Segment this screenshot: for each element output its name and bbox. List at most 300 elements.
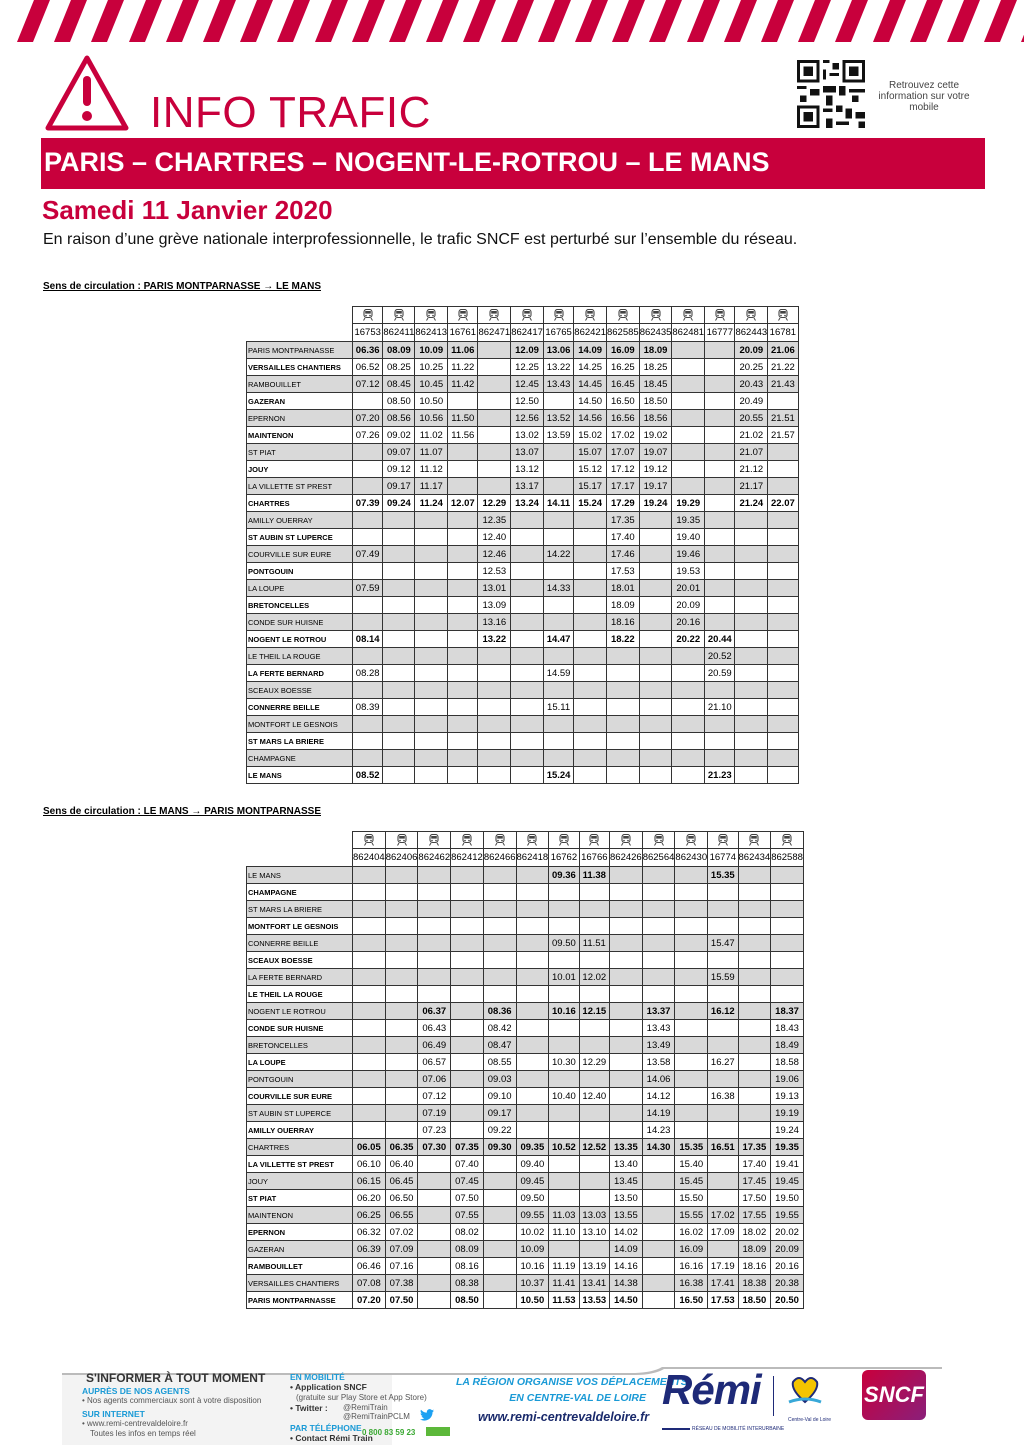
departure-time: 07.20 [353, 410, 383, 427]
footer-agents-text: • Nos agents commerciaux sont à votre disposition [82, 1396, 262, 1405]
departure-time: 08.55 [483, 1054, 516, 1071]
train-number: 16781 [768, 324, 798, 342]
departure-time: 19.50 [771, 1190, 804, 1207]
departure-time: 13.17 [511, 478, 544, 495]
departure-time: 10.30 [549, 1054, 579, 1071]
departure-time: 14.09 [574, 342, 607, 359]
departure-time [642, 1241, 675, 1258]
departure-time [418, 1190, 451, 1207]
departure-time [705, 597, 735, 614]
departure-time [705, 733, 735, 750]
departure-time: 06.49 [418, 1037, 451, 1054]
station-name: MAINTENON [247, 1207, 353, 1224]
departure-time [549, 1105, 579, 1122]
departure-time: 11.38 [579, 867, 609, 884]
departure-time [451, 1105, 484, 1122]
departure-time: 07.35 [451, 1139, 484, 1156]
table-row [247, 1020, 804, 1037]
departure-time [383, 563, 415, 580]
departure-time [708, 986, 738, 1003]
departure-time: 13.50 [610, 1190, 643, 1207]
departure-time [735, 614, 768, 631]
departure-time: 15.24 [574, 495, 607, 512]
departure-time: 19.19 [771, 1105, 804, 1122]
departure-time [511, 512, 544, 529]
departure-time: 07.50 [385, 1292, 418, 1309]
departure-time [511, 733, 544, 750]
departure-time [574, 767, 607, 784]
departure-time [483, 1241, 516, 1258]
departure-time: 11.24 [415, 495, 448, 512]
departure-time [353, 648, 383, 665]
table-row [247, 1258, 804, 1275]
departure-time [579, 1156, 609, 1173]
departure-time [708, 1105, 738, 1122]
departure-time [483, 952, 516, 969]
departure-time [672, 716, 705, 733]
departure-time [642, 1224, 675, 1241]
departure-time: 06.10 [353, 1156, 386, 1173]
train-icon [574, 307, 607, 324]
departure-time [483, 1156, 516, 1173]
departure-time: 09.10 [483, 1088, 516, 1105]
train-icon [735, 307, 768, 324]
departure-time [675, 1105, 708, 1122]
departure-time [516, 1003, 549, 1020]
departure-time [610, 918, 643, 935]
departure-time: 06.39 [353, 1241, 386, 1258]
footer-mobile-app: • Application SNCF [290, 1382, 367, 1392]
departure-time [610, 1088, 643, 1105]
departure-time [451, 1088, 484, 1105]
station-name: CONDE SUR HUISNE [247, 1020, 353, 1037]
departure-time: 13.45 [610, 1173, 643, 1190]
departure-time [448, 767, 478, 784]
departure-time [705, 546, 735, 563]
footer-heading: S'INFORMER À TOUT MOMENT [86, 1371, 266, 1385]
departure-time: 07.12 [353, 376, 383, 393]
departure-time: 16.16 [675, 1258, 708, 1275]
station-name: ST AUBIN ST LUPERCE [247, 529, 353, 546]
table-row [247, 597, 799, 614]
table-row [247, 648, 799, 665]
departure-time [705, 563, 735, 580]
departure-time [579, 1037, 609, 1054]
departure-time: 09.02 [383, 427, 415, 444]
departure-time: 18.50 [639, 393, 672, 410]
logo-divider [773, 1376, 774, 1416]
departure-time [672, 393, 705, 410]
departure-time: 19.29 [672, 495, 705, 512]
departure-time [483, 935, 516, 952]
station-name: CONNERRE BEILLE [247, 935, 353, 952]
departure-time [353, 1054, 386, 1071]
departure-time [549, 1020, 579, 1037]
departure-time: 09.50 [549, 935, 579, 952]
departure-time [448, 512, 478, 529]
departure-time: 11.17 [415, 478, 448, 495]
departure-time: 15.59 [708, 969, 738, 986]
station-name: RAMBOUILLET [247, 376, 353, 393]
departure-time: 19.06 [771, 1071, 804, 1088]
departure-time [768, 529, 798, 546]
departure-time [610, 986, 643, 1003]
departure-time [516, 901, 549, 918]
departure-time [511, 614, 544, 631]
departure-time [383, 529, 415, 546]
train-icon [448, 307, 478, 324]
footer-phone-number[interactable]: 0 800 83 59 23 [362, 1428, 416, 1437]
departure-time: 15.40 [675, 1156, 708, 1173]
departure-time [735, 716, 768, 733]
train-number: 862434 [738, 849, 771, 867]
departure-time [705, 376, 735, 393]
departure-time: 12.29 [579, 1054, 609, 1071]
departure-time: 06.55 [385, 1207, 418, 1224]
station-name: GAZERAN [247, 1241, 353, 1258]
departure-time [516, 1122, 549, 1139]
departure-time: 11.42 [448, 376, 478, 393]
departure-time: 08.38 [451, 1275, 484, 1292]
departure-time: 14.56 [574, 410, 607, 427]
departure-time [418, 1224, 451, 1241]
table-row [247, 1003, 804, 1020]
departure-time [353, 750, 383, 767]
departure-time: 07.38 [385, 1275, 418, 1292]
departure-time [574, 631, 607, 648]
departure-time: 12.46 [478, 546, 511, 563]
departure-time [383, 597, 415, 614]
departure-time [705, 393, 735, 410]
departure-time [708, 1190, 738, 1207]
departure-time: 07.16 [385, 1258, 418, 1275]
departure-time: 13.40 [610, 1156, 643, 1173]
warning-triangle-icon [44, 54, 130, 132]
departure-time: 18.50 [738, 1292, 771, 1309]
train-number: 862413 [415, 324, 448, 342]
departure-time: 12.35 [478, 512, 511, 529]
footer-twitter-handle-1[interactable]: @RemiTrain [343, 1403, 388, 1412]
departure-time [385, 1122, 418, 1139]
train-icon [353, 832, 386, 849]
departure-time [768, 716, 798, 733]
departure-time [675, 867, 708, 884]
train-number: 862418 [516, 849, 549, 867]
departure-time [610, 1122, 643, 1139]
departure-time [516, 1105, 549, 1122]
footer-internet-url[interactable]: • www.remi-centrevaldeloire.fr [82, 1419, 188, 1428]
station-name: VERSAILLES CHANTIERS [247, 359, 353, 376]
table-row [247, 682, 799, 699]
departure-time [385, 918, 418, 935]
departure-time [574, 716, 607, 733]
departure-time [451, 1122, 484, 1139]
train-icon [708, 832, 738, 849]
departure-time [483, 1207, 516, 1224]
table-row [247, 1224, 804, 1241]
train-number: 862466 [483, 849, 516, 867]
table-row [247, 1139, 804, 1156]
departure-time: 14.47 [543, 631, 573, 648]
departure-time [672, 682, 705, 699]
table-row [247, 393, 799, 410]
departure-time: 11.02 [415, 427, 448, 444]
departure-time: 12.40 [579, 1088, 609, 1105]
departure-time [478, 682, 511, 699]
departure-time: 07.40 [451, 1156, 484, 1173]
departure-time [383, 631, 415, 648]
departure-time [353, 682, 383, 699]
departure-time: 13.49 [642, 1037, 675, 1054]
departure-time: 18.09 [738, 1241, 771, 1258]
departure-time [383, 665, 415, 682]
departure-time: 13.22 [543, 359, 573, 376]
departure-time [639, 546, 672, 563]
train-icon [606, 307, 639, 324]
departure-time: 15.55 [675, 1207, 708, 1224]
departure-time: 21.51 [768, 410, 798, 427]
departure-time [705, 359, 735, 376]
departure-time: 16.38 [708, 1088, 738, 1105]
departure-time [574, 529, 607, 546]
station-name: VERSAILLES CHANTIERS [247, 1275, 353, 1292]
table-row [247, 614, 799, 631]
departure-time: 13.07 [511, 444, 544, 461]
footer-twitter-handle-2[interactable]: @RemiTrainPCLM [343, 1412, 410, 1421]
departure-time: 18.45 [639, 376, 672, 393]
departure-time [708, 1156, 738, 1173]
departure-time: 13.19 [579, 1258, 609, 1275]
departure-time: 20.38 [771, 1275, 804, 1292]
departure-time: 19.45 [771, 1173, 804, 1190]
departure-time [385, 867, 418, 884]
departure-time: 07.20 [353, 1292, 386, 1309]
departure-time: 14.12 [642, 1088, 675, 1105]
departure-time [675, 1003, 708, 1020]
departure-time [415, 682, 448, 699]
departure-time: 13.41 [579, 1275, 609, 1292]
centre-val-de-loire-logo-icon [785, 1372, 825, 1422]
region-url[interactable]: www.remi-centrevaldeloire.fr [478, 1410, 650, 1424]
departure-time: 20.52 [705, 648, 735, 665]
train-number: 862406 [385, 849, 418, 867]
table-row [247, 427, 799, 444]
departure-time [768, 699, 798, 716]
departure-time: 19.35 [771, 1139, 804, 1156]
departure-time: 10.50 [516, 1292, 549, 1309]
station-name: CHAMPAGNE [247, 750, 353, 767]
twitter-bird-icon [420, 1409, 434, 1421]
warning-stripes [0, 0, 1024, 42]
departure-time: 14.30 [642, 1139, 675, 1156]
departure-time: 06.35 [385, 1139, 418, 1156]
departure-time [418, 1275, 451, 1292]
departure-time [418, 1258, 451, 1275]
departure-time [383, 580, 415, 597]
departure-time: 17.40 [738, 1156, 771, 1173]
corner-cell [247, 832, 353, 849]
departure-time [642, 986, 675, 1003]
departure-time [705, 461, 735, 478]
departure-time [415, 648, 448, 665]
departure-time [543, 393, 573, 410]
departure-time [483, 1292, 516, 1309]
qr-code-icon[interactable] [797, 60, 865, 128]
stripe [538, 0, 571, 42]
departure-time [385, 969, 418, 986]
departure-time [353, 867, 386, 884]
departure-time [418, 884, 451, 901]
departure-time [735, 631, 768, 648]
departure-time: 07.55 [451, 1207, 484, 1224]
departure-time: 13.01 [478, 580, 511, 597]
departure-time: 15.11 [543, 699, 573, 716]
departure-time: 10.40 [549, 1088, 579, 1105]
departure-time [353, 393, 383, 410]
table-row [247, 410, 799, 427]
departure-time [610, 969, 643, 986]
departure-time: 19.55 [771, 1207, 804, 1224]
departure-time [549, 1173, 579, 1190]
departure-time: 15.47 [708, 935, 738, 952]
departure-time [639, 733, 672, 750]
departure-time [478, 410, 511, 427]
departure-time [735, 699, 768, 716]
departure-time: 08.56 [383, 410, 415, 427]
departure-time: 16.51 [708, 1139, 738, 1156]
departure-time [383, 767, 415, 784]
station-name: MAINTENON [247, 427, 353, 444]
departure-time: 19.02 [639, 427, 672, 444]
station-name: JOUY [247, 1173, 353, 1190]
departure-time: 17.09 [708, 1224, 738, 1241]
departure-time: 16.56 [606, 410, 639, 427]
departure-time [353, 444, 383, 461]
departure-time [385, 1037, 418, 1054]
station-name: AMILLY OUERRAY [247, 512, 353, 529]
departure-time [672, 342, 705, 359]
departure-time [516, 1071, 549, 1088]
departure-time [672, 478, 705, 495]
departure-time [516, 935, 549, 952]
departure-time [675, 901, 708, 918]
departure-time [511, 563, 544, 580]
train-number-row [247, 324, 799, 342]
station-name: LE MANS [247, 767, 353, 784]
departure-time: 20.02 [771, 1224, 804, 1241]
sncf-logo: SNCF [862, 1370, 926, 1420]
departure-time [415, 512, 448, 529]
departure-time: 13.58 [642, 1054, 675, 1071]
departure-time [642, 935, 675, 952]
departure-time [415, 750, 448, 767]
departure-time [574, 546, 607, 563]
departure-time [708, 1037, 738, 1054]
departure-time [672, 750, 705, 767]
departure-time [353, 884, 386, 901]
departure-time: 11.51 [579, 935, 609, 952]
departure-time [543, 614, 573, 631]
departure-time: 09.17 [383, 478, 415, 495]
departure-time [511, 750, 544, 767]
departure-time [771, 901, 804, 918]
departure-time [478, 342, 511, 359]
departure-time: 12.45 [511, 376, 544, 393]
departure-time [418, 986, 451, 1003]
departure-time: 06.32 [353, 1224, 386, 1241]
table-row [247, 1037, 804, 1054]
station-name: LE THEIL LA ROUGE [247, 648, 353, 665]
station-name: LE THEIL LA ROUGE [247, 986, 353, 1003]
departure-time [516, 1054, 549, 1071]
train-icon [642, 832, 675, 849]
departure-time [549, 1071, 579, 1088]
table-row [247, 1156, 804, 1173]
departure-time: 09.55 [516, 1207, 549, 1224]
departure-time [516, 884, 549, 901]
departure-time: 21.43 [768, 376, 798, 393]
departure-time [735, 665, 768, 682]
stripe [501, 0, 534, 42]
departure-time [353, 512, 383, 529]
departure-time [353, 986, 386, 1003]
departure-time [708, 901, 738, 918]
departure-time: 21.02 [735, 427, 768, 444]
table-row [247, 1122, 804, 1139]
remi-subtitle: RÉSEAU DE MOBILITÉ INTERURBAINE [692, 1426, 785, 1432]
departure-time: 10.16 [549, 1003, 579, 1020]
stripe [798, 0, 831, 42]
departure-time: 08.50 [383, 393, 415, 410]
departure-time: 17.29 [606, 495, 639, 512]
departure-time: 14.45 [574, 376, 607, 393]
departure-time: 17.35 [606, 512, 639, 529]
departure-time: 10.25 [415, 359, 448, 376]
departure-time: 09.22 [483, 1122, 516, 1139]
departure-time [415, 580, 448, 597]
departure-time: 10.52 [549, 1139, 579, 1156]
stripe [389, 0, 422, 42]
footer-mobile-app-note: (gratuite sur Play Store et App Store) [296, 1393, 427, 1402]
station-name: ST AUBIN ST LUPERCE [247, 1105, 353, 1122]
departure-time: 21.17 [735, 478, 768, 495]
table-row [247, 461, 799, 478]
table-row [247, 901, 804, 918]
departure-time [448, 682, 478, 699]
departure-time: 19.41 [771, 1156, 804, 1173]
departure-time [511, 631, 544, 648]
table-row [247, 1207, 804, 1224]
departure-time: 19.35 [672, 512, 705, 529]
departure-time: 10.37 [516, 1275, 549, 1292]
departure-time: 20.16 [672, 614, 705, 631]
departure-time: 20.09 [672, 597, 705, 614]
departure-time [771, 969, 804, 986]
train-number: 16762 [549, 849, 579, 867]
departure-time: 13.43 [642, 1020, 675, 1037]
corner-cell [247, 849, 353, 867]
departure-time: 18.56 [639, 410, 672, 427]
stripe [649, 0, 682, 42]
departure-time [549, 884, 579, 901]
footer-phone-title: PAR TÉLÉPHONE [290, 1423, 362, 1433]
departure-time: 14.23 [642, 1122, 675, 1139]
departure-time [738, 1071, 771, 1088]
table-row [247, 884, 804, 901]
departure-time [708, 952, 738, 969]
departure-time [639, 716, 672, 733]
departure-time: 09.30 [483, 1139, 516, 1156]
